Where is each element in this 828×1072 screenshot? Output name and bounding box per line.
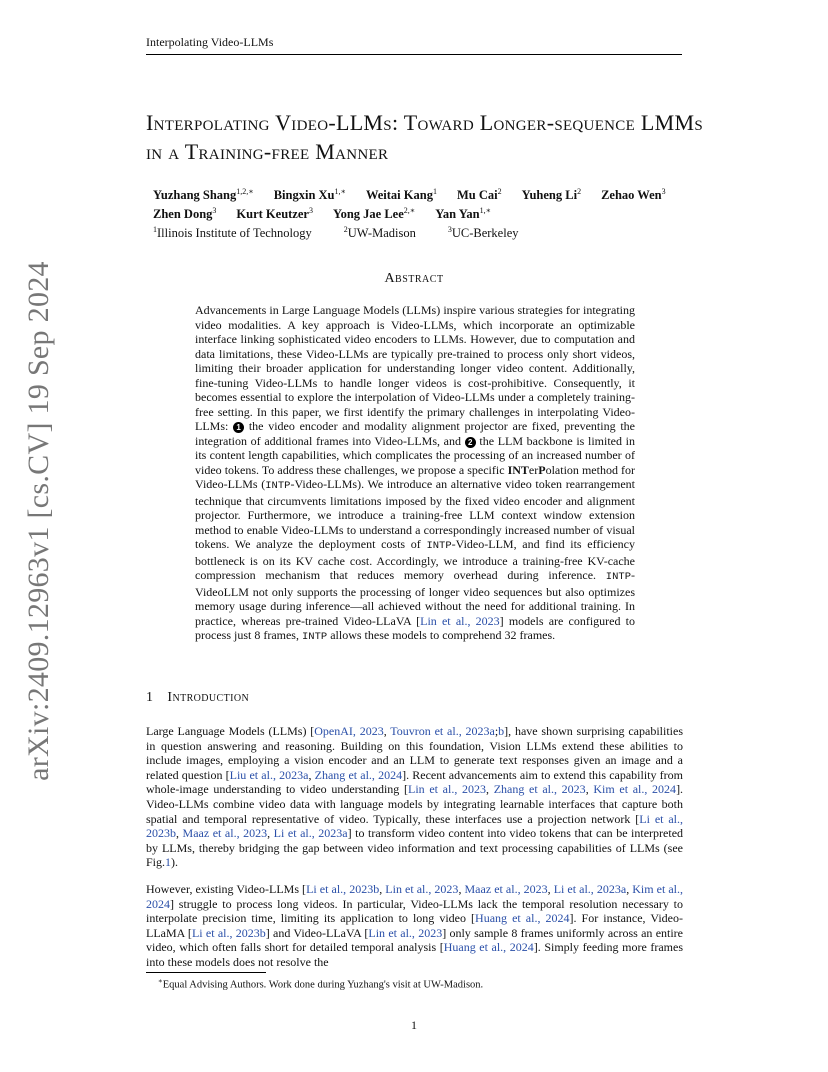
author: Yuheng Li$^2$ — [521, 187, 582, 203]
citation-link[interactable]: Huang et al., 2024 — [443, 940, 534, 955]
arxiv-identifier-text: arXiv:2409.12963v1 [cs.CV] 19 Sep 2024 — [22, 261, 55, 781]
citation-link[interactable]: Li et al., 2023b — [191, 925, 266, 940]
citation-link[interactable]: OpenAI, 2023 — [314, 724, 384, 738]
abstract-body: Advancements in Large Language Models (LLMs) inspire various strategies for integrating video modalities. A key approach is Video-LLMs, which incorporate an optimizable interface linking sophisticated video encoders to LLMs. However, due to computation and data limitations, these Video-LLMs are typically pre-trained to process only short videos, limiting their broader application for understanding longer video content. Additionally, fine-tuning Video-LLMs to handle longer videos is cost-prohibitive. Consequently, it becomes essential to explore the interpolation of Video-LLMs under a completely training-free setting. In this paper, we first identify the primary challenges in interpolating Video-LLMs: 1 the video encoder and modality alignment projector are fixed, preventing the integration of additional frames into Video-LLMs, and 2 the LLM backbone is limited in its content length capabilities, which complicates the processing of an increased number of video tokens. To address these challenges, we propose a specific INTerPolation method for Video-LLMs (INTP-Video-LLMs). We introduce an alternative video token rearrangement technique that circumvents limitations imposed by the fixed video encoder and alignment projector. Furthermore, we introduce a training-free LLM context window extension method to enable Video-LLMs to understand a correspondingly increased number of visual tokens. We analyze the deployment costs of INTP-Video-LLM, and find its efficiency bottleneck is on its KV cache cost. Accordingly, we introduce a training-free KV-cache compression mechanism that reduces memory overhead during inference. INTP-VideoLLM not only supports the processing of longer video sequences but also optimizes memory usage during inference—all achieved without the need for additional training. In practice, whereas pre-trained Video-LLaVA [Lin et al., 2023] models are configured to process just 8 frames, INTP allows these models to comprehend 32 frames. — [195, 303, 636, 643]
running-head: Interpolating Video-LLMs — [146, 35, 682, 55]
citation-link[interactable]: Li et al., 2023a — [553, 882, 627, 896]
author: Zhen Dong$^3$ — [153, 206, 217, 222]
citation-link[interactable]: Kim et al., 2024 — [146, 882, 684, 911]
arxiv-identifier — [14, 261, 64, 781]
author-row-1 — [153, 184, 713, 203]
section-heading-introduction: 1 Introduction — [146, 690, 250, 705]
number-one-icon: 1 — [233, 422, 244, 433]
author: Kurt Keutzer$^3$ — [236, 206, 313, 222]
citation-link[interactable]: Li et al., 2023b — [146, 811, 684, 841]
author: Bingxin $Xu^{1,∗}$ — [273, 187, 346, 203]
author: Yuzhang Shang$^{1,2,∗}$ — [153, 187, 254, 203]
affiliation: $^3$UC-Berkeley — [447, 225, 519, 241]
affiliation: $^1$Illinois Institute of Technology — [153, 225, 312, 241]
author: Yan Yan$^{1,∗}$ — [435, 206, 492, 222]
intro-paragraph-1: Large Language Models (LLMs) [OpenAI, 2023, Touvron et al., 2023a;b], have shown surprising capabilities in question answering and reasoning. Building on this foundation, Vision LLMs extend these abilities to include images, employing a vision encoder and an LLM to generate text responses given an image and a related question [Liu et al., 2023a, Zhang et al., 2024]. Recent advancements aim to extend this capability from whole-image understanding to video understanding [Lin et al., 2023, Zhang et al., 2023, Kim et al., 2024]. Video-LLMs combine video data with language models by integrating learnable interfaces that capture both spatial and temporal representative of video. Typically, these interfaces use a projection network [Li et al., 2023b, Maaz et al., 2023, Li et al., 2023a] to transform video content into video tokens that can be interpreted by LLMs, thereby bridging the gap between video information and text processing capabilities of LLMs (see Fig.1). — [146, 724, 684, 870]
author-row-2 — [153, 203, 713, 222]
author-block — [153, 184, 713, 241]
affiliation: $^2$UW-Madison — [343, 225, 416, 241]
author: Mu Cai$^2$ — [456, 187, 502, 203]
citation-link[interactable]: Zhang et al., 2023 — [493, 782, 586, 797]
number-two-icon: 2 — [465, 437, 476, 448]
citation-link[interactable]: Lin et al., 2023 — [420, 613, 500, 628]
author: Weitai Kang$^1$ — [365, 187, 437, 203]
citation-link[interactable]: Touvron et al., 2023a — [390, 724, 495, 738]
paper-title: Interpolating Video-LLMs: Toward Longer-sequence LMMs in a Training-free Manner — [146, 110, 703, 164]
citation-link[interactable]: Maaz et al., 2023 — [182, 826, 268, 841]
figure-link[interactable]: 1 — [165, 855, 172, 870]
citation-link[interactable]: Lin et al., 2023 — [385, 882, 459, 896]
citation-link[interactable]: Li et al., 2023a — [273, 826, 348, 841]
citation-link[interactable]: Liu et al., 2023a — [229, 767, 309, 782]
footnote: ∗Equal Advising Authors. Work done during Yuzhang's visit at UW-Madison. — [158, 977, 484, 991]
citation-link[interactable]: Zhang et al., 2024 — [314, 767, 403, 782]
author: Zehao Wen$^3$ — [601, 187, 666, 203]
citation-link[interactable]: Kim et al., 2024 — [593, 782, 677, 797]
citation-link[interactable]: Lin et al., 2023 — [407, 782, 486, 797]
intro-paragraph-2: However, existing Video-LLMs [Li et al., 2023b, Lin et al., 2023, Maaz et al., 2023, Li et al., 2023a, Kim et al., 2024] struggle to process long videos. In particular, Video-LLMs lack the temporal resolution necessary to interpolate precision time, limiting its application to long video [Huang et al., 2024]. For instance, Video-LLaMA [Li et al., 2023b] and Video-LLaVA [Lin et al., 2023] only sample 8 frames uniformly across an entire video, which often falls short for detailed temporal analysis [Huang et al., 2024]. Simply feeding more frames into these models does not resolve the — [146, 882, 684, 969]
affiliations — [153, 222, 713, 241]
citation-link[interactable]: Li et al., 2023b — [306, 882, 380, 896]
author: Yong Jae Lee$^{2,∗}$ — [332, 206, 416, 222]
page-number: 1 — [411, 1018, 417, 1032]
citation-link[interactable]: Maaz et al., 2023 — [464, 882, 548, 896]
footnote-divider — [146, 972, 266, 973]
citation-link[interactable]: Lin et al., 2023 — [368, 925, 443, 940]
abstract-heading: Abstract — [384, 271, 444, 286]
citation-link[interactable]: Huang et al., 2024 — [475, 911, 570, 926]
citation-link[interactable]: b — [498, 724, 505, 738]
